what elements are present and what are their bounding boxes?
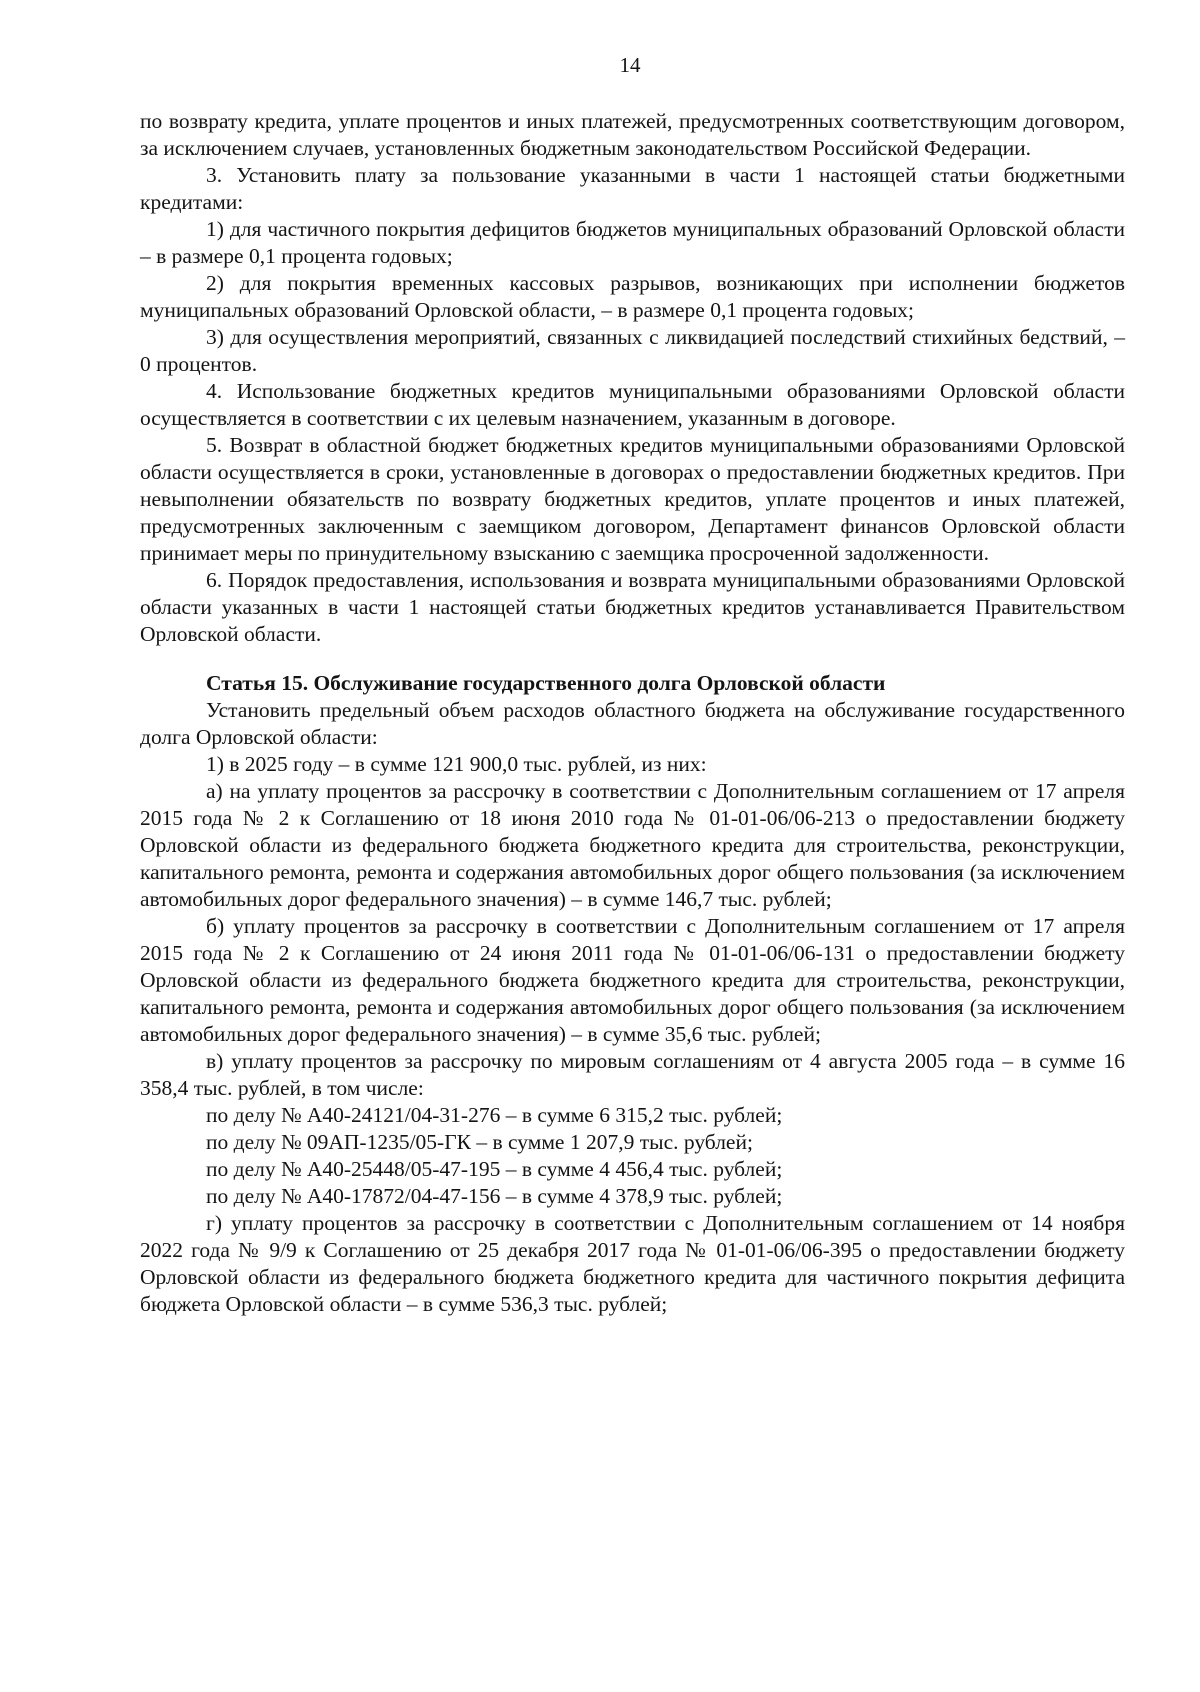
article-subitem-v: в) уплату процентов за рассрочку по мировым соглашениям от 4 августа 2005 года – в сумме 16 358,4 тыс. рублей, в том числе: bbox=[140, 1049, 1125, 1100]
paragraph-item-4: 4. Использование бюджетных кредитов муниципальными образованиями Орловской области осуществляется в соответствии с их целевым назначением, указанным в договоре. bbox=[140, 379, 1125, 430]
article-heading: Статья 15. Обслуживание государственного долга Орловской области bbox=[206, 671, 886, 695]
paragraph-item-3: 3. Установить плату за пользование указанными в части 1 настоящей статьи бюджетными кредитами: bbox=[140, 163, 1125, 214]
case-line: по делу № 09АП-1235/05-ГК – в сумме 1 207,9 тыс. рублей; bbox=[206, 1130, 753, 1154]
article-subitem-g: г) уплату процентов за рассрочку в соответствии с Дополнительным соглашением от 14 ноября 2022 года № 9/9 к Соглашению от 25 декабря 2017 года № 01-01-06/06-395 о предоставлении бюджету Орловской области из федерального бюджета бюджетного кредита для частичного покрытия дефицита бюджета Орловской области – в сумме 536,3 тыс. рублей; bbox=[140, 1211, 1125, 1316]
case-line: по делу № А40-24121/04-31-276 – в сумме 6 315,2 тыс. рублей; bbox=[206, 1103, 783, 1127]
paragraph-subitem-3: 3) для осуществления мероприятий, связанных с ликвидацией последствий стихийных бедствий, – 0 процентов. bbox=[140, 325, 1125, 376]
paragraph-subitem-2: 2) для покрытия временных кассовых разрывов, возникающих при исполнении бюджетов муниципальных образований Орловской области, – в размере 0,1 процента годовых; bbox=[140, 271, 1125, 322]
page-number: 14 bbox=[619, 53, 641, 77]
paragraph-continuation: по возврату кредита, уплате процентов и иных платежей, предусмотренных соответствующим договором, за исключением случаев, установленных бюджетным законодательством Российской Федерации. bbox=[140, 109, 1125, 160]
article-intro: Установить предельный объем расходов областного бюджета на обслуживание государственного долга Орловской области: bbox=[140, 698, 1125, 749]
case-line: по делу № А40-25448/05-47-195 – в сумме 4 456,4 тыс. рублей; bbox=[206, 1157, 783, 1181]
case-line: по делу № А40-17872/04-47-156 – в сумме 4 378,9 тыс. рублей; bbox=[206, 1184, 783, 1208]
document-body bbox=[140, 108, 1125, 1318]
paragraph-item-5: 5. Возврат в областной бюджет бюджетных кредитов муниципальными образованиями Орловской области осуществляется в сроки, установленные в договорах о предоставлении бюджетных кредитов. При невыполнении обязательств по возврату бюджетных кредитов, уплате процентов и иных платежей, предусмотренных заключенным с заемщиком договором, Департамент финансов Орловской области принимает меры по принудительному взысканию с заемщика просроченной задолженности. bbox=[140, 433, 1125, 565]
article-subitem-a: а) на уплату процентов за рассрочку в соответствии с Дополнительным соглашением от 17 апреля 2015 года № 2 к Соглашению от 18 июня 2010 года № 01-01-06/06-213 о предоставлении бюджету Орловской области из федерального бюджета бюджетного кредита для строительства, реконструкции, капитального ремонта, ремонта и содержания автомобильных дорог общего пользования (за исключением автомобильных дорог федерального значения) – в сумме 146,7 тыс. рублей; bbox=[140, 779, 1125, 911]
paragraph-subitem-1: 1) для частичного покрытия дефицитов бюджетов муниципальных образований Орловской области – в размере 0,1 процента годовых; bbox=[140, 217, 1125, 268]
paragraph-item-6: 6. Порядок предоставления, использования и возврата муниципальными образованиями Орловской области указанных в части 1 настоящей статьи бюджетных кредитов устанавливается Правительством Орловской области. bbox=[140, 568, 1125, 646]
article-item-1: 1) в 2025 году – в сумме 121 900,0 тыс. рублей, из них: bbox=[206, 752, 707, 776]
article-subitem-b: б) уплату процентов за рассрочку в соответствии с Дополнительным соглашением от 17 апреля 2015 года № 2 к Соглашению от 24 июня 2011 года № 01-01-06/06-131 о предоставлении бюджету Орловской области из федерального бюджета бюджетного кредита для строительства, реконструкции, капитального ремонта, ремонта и содержания автомобильных дорог общего пользования (за исключением автомобильных дорог федерального значения) – в сумме 35,6 тыс. рублей; bbox=[140, 914, 1125, 1046]
